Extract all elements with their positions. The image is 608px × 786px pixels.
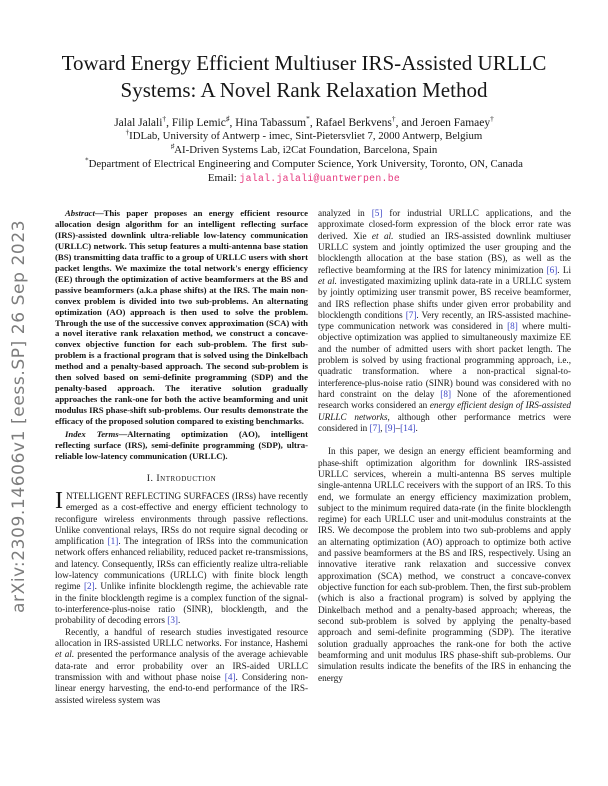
citation-link[interactable]: [8] (440, 389, 452, 399)
text-segment: In this paper, we design an energy efficient beamforming and phase-shift optimization algorithm for downlink IRS-assisted URLLC services, wherein a multi-antenna BS serves multiple single-antenna URLLC receivers with the support of an IRS. To this end, we formulate an energy efficiency maximization problem, subject to the minimum required data-rate (in the finite blocklength regime) for each URLLC user and unit-modulus constraints at the IRS. We decompose the problem into two sub-problems and apply an alternating optimization (AO) approach to optimize both active and passive beamformers at the BS and IRS, respectively. Using an innovative iterative rank relaxation and successive convex approximation (SCA) method, we construct a concave-convex objective function for each sub-problem. Then, the first sub-problem (which is also a fractional program) is solved by applying the Dinkelbach method and a penalty-based approach; whereas, the second sub-problem is solved by applying the penalty-based approach and semi-definite programming (SDP). The iterative solution gradually approaches the rank-one for both the active beamforming and unit modulus IRS phase-shift sub-problems. Our simulation results indicate the benefits of the IRS in enhancing the energy (318, 446, 571, 683)
affiliation-line-idlab (0, 129, 608, 143)
paper-header (0, 0, 608, 184)
intro-paragraph-2 (55, 627, 308, 706)
citation-link[interactable]: [7] (405, 309, 417, 320)
index-terms-paragraph (55, 429, 308, 462)
text-segment: . Li (557, 264, 571, 275)
right-column (318, 208, 571, 706)
text-segment: investigated maximizing uplink data-rate in a URLLC system by jointly optimizing user transmit power, BS receive beamformer, and IRS reflection phase shifts under given error probability and blocklength conditions (318, 275, 571, 320)
text-segment: , although other performance metrics were considered in (318, 411, 571, 433)
text-segment: . The integration of IRSs into the communication network offers enhanced reliability, reduced packet re-transmissions, and latency. Consequently, IRSs can efficiently realize ultra-reliable low-latency communications (URLLC) with finite block length regime (55, 536, 308, 592)
text-segment: , and Jeroen Famaey (395, 116, 491, 129)
text-segment: —This paper proposes an energy efficient resource allocation design algorithm for an intelligent reflecting surface (IRS)-assisted downlink ultra-reliable low-latency communication (URLLC) network. This setup features a multi-antenna base station (BS) transmitting data traffic to a group of URLLC users with short packet lengths. We maximize the total network's energy efficiency (EE) through the optimization of active beamformers at the BS and passive beamformers (a.k.a phase shifts) at the IRS. The main non-convex problem is divided into two sub-problems. An alternating optimization (AO) approach is then used to solve the problem. Through the use of the successive convex approximation (SCA) with a novel iterative rank relaxation method, we construct a concave-convex objective function for each sub-problem. The first sub-problem is a fractional program that is solved using the Dinkelbach method and a penalty-based approach. The second sub-problem is then solved based on semi-definite programming (SDP) and the penalty-based approach. The iterative solution gradually approaches the rank-one for both the active beamforming and unit modulus IRS phase-shift sub-problems. Our results demonstrate the efficacy of the proposed solution compared to existing benchmarks. (55, 208, 308, 427)
email-line (0, 172, 608, 184)
citation-link[interactable]: [2] (83, 581, 95, 592)
text-segment: . (177, 615, 181, 626)
text-segment: energy efficient design of IRS-assisted URLLC networks (318, 400, 571, 422)
text-segment: , Hina Tabassum (229, 116, 307, 129)
citation-link[interactable]: [1] (107, 536, 119, 547)
text-segment: ♯ (225, 113, 230, 123)
citation-link[interactable]: [5] (371, 208, 383, 218)
text-segment: † (490, 113, 494, 123)
intro-paragraph-4 (318, 446, 571, 684)
text-segment: NTELLIGENT REFLECTING SURFACES (IRSs) have recently emerged as a cost-effective and energy efficient technology to reconfigure wireless environments through passive reflections. Unlike conventional relays, IRSs do not require signal decoding or amplification (55, 490, 308, 547)
text-segment: , (380, 422, 385, 433)
citation-link[interactable]: [6] (546, 264, 558, 275)
paper-title: Toward Energy Efficient Multiuser IRS-Assisted URLLC Systems: A Novel Rank Relaxation Method (61, 51, 547, 102)
email-link[interactable]: jalal.jalali@uantwerpen.be (239, 172, 401, 184)
text-segment: , Rafael Berkvens (309, 116, 392, 129)
citation-link[interactable]: [4] (224, 671, 236, 682)
text-segment: * (85, 157, 89, 165)
text-segment: . Considering non-linear energy harvesting, the end-to-end performance of the IRS-assisted wireless system was (55, 671, 308, 705)
text-segment: for industrial URLLC applications, and the approximate closed-form expression of the block error rate was derived. Xie (318, 208, 571, 241)
text-segment: * (306, 113, 310, 123)
text-segment: . (415, 422, 418, 433)
text-segment: . Very recently, an IRS-assisted machine-type communication network was considered in (318, 309, 572, 332)
text-segment: . Unlike infinite blocklength regime, the achievable rate in the finite blocklength regime is a complex function of the signal-to-interference-plus-noise ratio (SINR), blocklength, and the probability of decoding errors (55, 581, 308, 626)
text-segment: presented the performance analysis of the average achievable data-rate and error probability over an IRS-aided URLLC transmission with and without phase noise (55, 649, 309, 682)
section-heading-introduction: I. Introduction (146, 472, 217, 484)
text-segment: IDLab, University of Antwerp - imec, Sint-Pietersvliet 7, 2000 Antwerp, Belgium (129, 129, 483, 142)
affiliation-line-i2cat (0, 143, 608, 157)
intro-paragraph-1 (55, 487, 308, 627)
two-column-body (55, 208, 571, 706)
text-segment: † (125, 129, 130, 137)
text-segment: , Filip Lemic (166, 116, 226, 129)
intro-paragraph-3 (318, 208, 571, 434)
text-segment: – (395, 422, 401, 433)
arxiv-watermark: arXiv:2309.14606v1 [eess.SP] 26 Sep 2023 (9, 219, 29, 613)
text-segment: AI-Driven Systems Lab, i2Cat Foundation, Barcelona, Spain (174, 143, 438, 156)
text-segment: —Alternating optimization (AO), intelligent reflecting surface (IRS), semi-definite programming (SDP), ultra-reliable low-latency communication (URLLC). (55, 429, 308, 461)
text-segment: analyzed in (318, 208, 372, 218)
text-segment: Abstract (65, 208, 95, 218)
text-segment: † (391, 113, 396, 123)
citation-link[interactable]: [7] (369, 422, 381, 433)
abstract-paragraph (55, 208, 308, 427)
text-segment: et al. (55, 649, 75, 660)
text-segment: Department of Electrical Engineering and Computer Science, York University, Toronto, ON, Canada (88, 157, 523, 170)
dropcap-letter: I (55, 487, 63, 514)
citation-link[interactable]: [3] (167, 615, 178, 626)
text-segment: ♯ (170, 143, 175, 151)
citation-link[interactable]: [8] (507, 321, 518, 332)
text-segment: Email: (207, 171, 240, 184)
citation-link[interactable]: [9] (384, 422, 396, 433)
text-segment: Index Terms (65, 429, 119, 440)
text-segment: † (162, 113, 167, 123)
text-segment: Recently, a handful of research studies investigated resource allocation in IRS-assisted URLLC networks. For instance, Hashemi (55, 626, 308, 648)
text-segment: studied an IRS-assisted downlink multiuser URLLC system and jointly optimized the user grouping and the blocklength allocation at the base station (BS), as well as the reflective beamforming at the IRS for latency minimization (318, 230, 571, 275)
text-segment: et al. (318, 275, 337, 286)
text-segment: et al. (371, 230, 394, 241)
text-segment: Jalal Jalali (114, 116, 163, 129)
intro-paragraph-1-text (55, 487, 308, 626)
text-segment: where multi-objective optimization was applied to simultaneously maximize EE and the number of admitted users with short packet length. The problem is solved by using fractional programming approach, i.e., quadratic transformation. where a non-practical signal-to-interference-plus-noise ratio (SINR) bound was considered with no hard constraint on the delay (318, 321, 571, 399)
authors-line (0, 113, 608, 129)
affiliation-line-york (0, 157, 608, 171)
citation-link[interactable]: [14] (400, 422, 416, 433)
left-column (55, 208, 308, 706)
text-segment: None of the aforementioned research works considered an (318, 389, 571, 411)
